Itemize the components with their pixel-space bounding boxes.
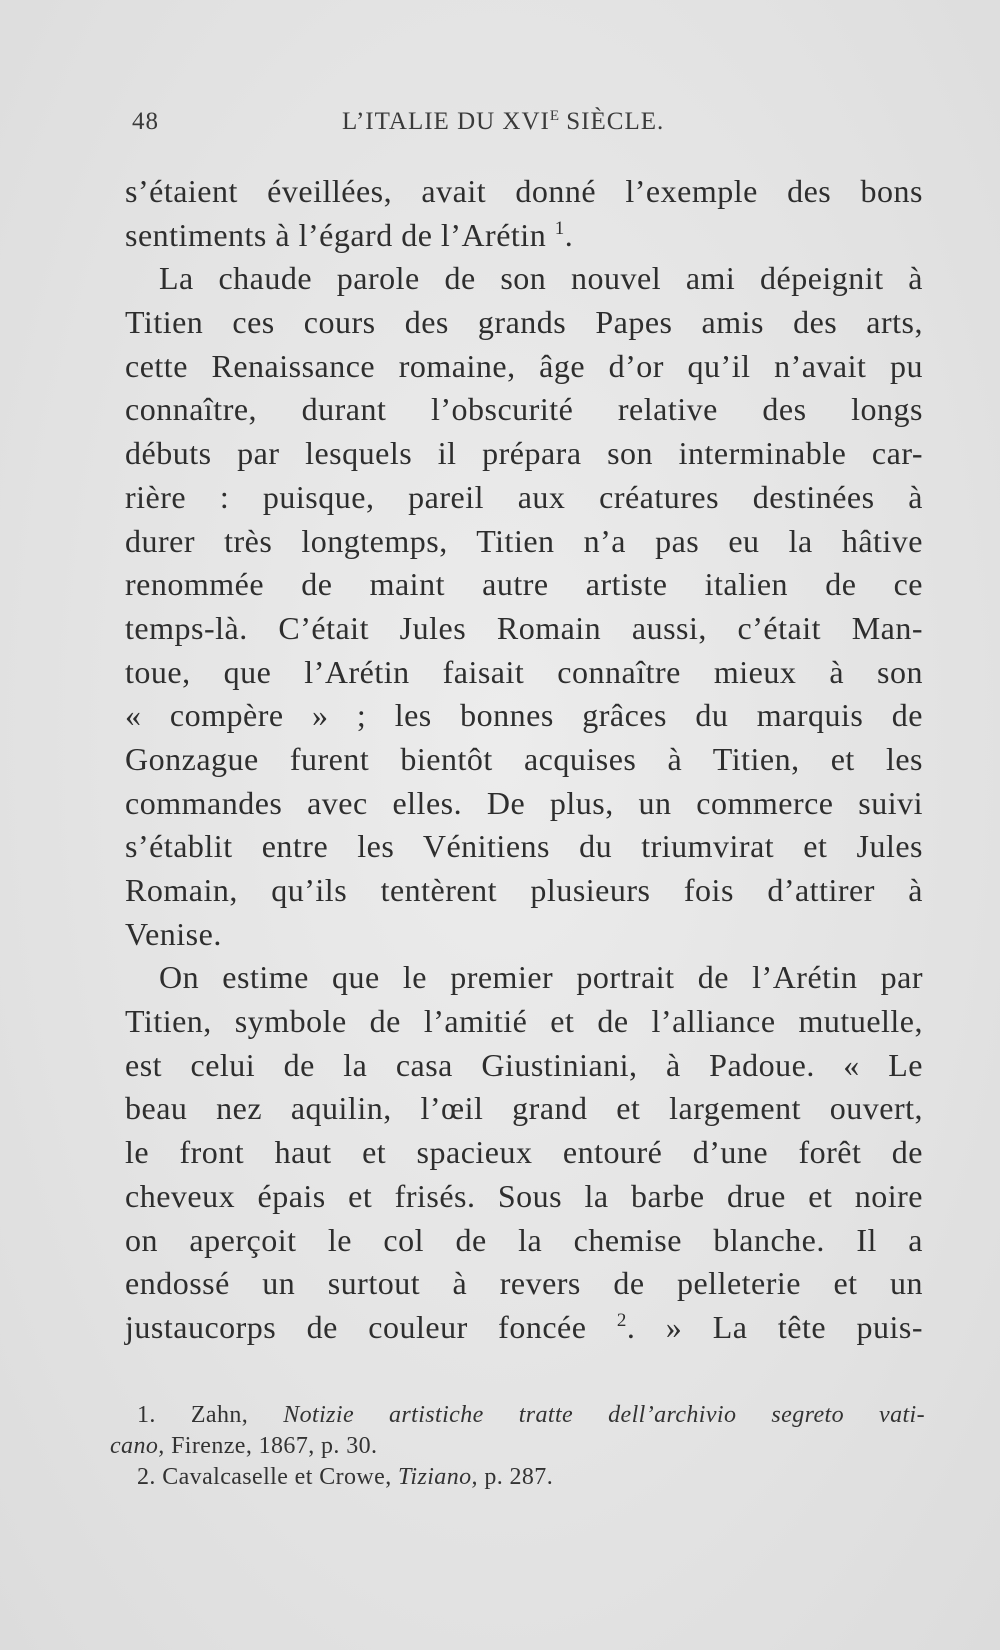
footnote-title: Tiziano, [398, 1464, 478, 1490]
text-line [125, 1000, 923, 1044]
text-line-content: connaître, durant l’obscurité relative des longs [125, 391, 923, 428]
footnotes [110, 1400, 925, 1493]
text-line-content: Titien, symbole de l’amitié et de l’alliance mutuelle, [125, 1003, 923, 1040]
text-line [125, 214, 923, 258]
page-number: 48 [132, 108, 159, 135]
running-title [342, 108, 664, 136]
footnote-1 [110, 1400, 925, 1431]
text-line [125, 1131, 923, 1175]
text-line [125, 345, 923, 389]
text-line-content: rière : puisque, pareil aux créatures destinées à [125, 478, 923, 515]
running-title-superscript: E [549, 108, 560, 124]
footnote-reference: p. 287. [484, 1464, 554, 1490]
text-line-content: Romain, qu’ils tentèrent plusieurs fois d’attirer à [125, 872, 923, 908]
text-line [125, 913, 923, 957]
text-line [125, 1219, 923, 1263]
footnote-ref-2: 2 [616, 1309, 627, 1331]
text-line-content: sentiments à l’égard de l’Arétin [125, 216, 555, 253]
text-line-content: s’établit entre les Vénitiens du triumvirat et Jules [125, 828, 923, 865]
text-line-content: Gonzague furent bientôt acquises à Titien, et les [125, 740, 923, 777]
text-line [125, 563, 923, 607]
text-line [125, 782, 923, 826]
text-line [125, 825, 923, 869]
text-line-content: La chaude parole de son nouvel ami dépeignit à [159, 260, 923, 297]
running-title-main: L’ITALIE DU XVI [342, 108, 550, 135]
running-title-end: SIÈCLE. [559, 108, 665, 135]
text-line-content: s’étaient éveillées, avait donné l’exemple des bons [125, 173, 923, 209]
text-line-content: cette Renaissance romaine, âge d’or qu’il n’avait pu [125, 347, 923, 384]
text-line-content: Venise. [125, 915, 222, 952]
body-text [125, 170, 923, 1350]
footnote-author: Cavalcaselle et Crowe, [162, 1464, 392, 1490]
text-line [125, 694, 923, 738]
footnote-reference: Firenze, 1867, p. 30. [171, 1433, 378, 1459]
footnote-title: cano, [110, 1433, 165, 1459]
footnote-author: Zahn, [190, 1402, 249, 1428]
text-line [125, 301, 923, 345]
text-line [125, 869, 923, 913]
text-line [125, 476, 923, 520]
footnote-number: 1. [137, 1402, 156, 1428]
footnote-ref-1: 1 [554, 217, 565, 239]
text-line-content: toue, que l’Arétin faisait connaître mieux à son [125, 653, 923, 690]
text-line-content: On estime que le premier portrait de l’Arétin par [159, 959, 923, 996]
footnote-2 [110, 1462, 925, 1493]
text-line [125, 738, 923, 782]
text-line [125, 1087, 923, 1131]
text-line-content: beau nez aquilin, l’œil grand et largement ouvert, [125, 1090, 923, 1127]
text-line-content: . » La tête puis- [626, 1308, 924, 1345]
text-line-content: cheveux épais et frisés. Sous la barbe drue et noire [125, 1177, 923, 1214]
text-line-content: le front haut et spacieux entouré d’une forêt de [125, 1134, 923, 1171]
text-line-content: Titien ces cours des grands Papes amis des arts, [125, 304, 923, 341]
text-line-content: est celui de la casa Giustiniani, à Padoue. « Le [125, 1046, 923, 1083]
text-line-content: renommée de maint autre artiste italien de ce [125, 566, 923, 603]
text-line-content: justaucorps de couleur foncée [125, 1308, 617, 1345]
text-line [125, 1044, 923, 1088]
footnote-1-continued [110, 1431, 925, 1462]
text-line-content: on aperçoit le col de la chemise blanche. Il a [125, 1221, 923, 1258]
text-line-content: endossé un surtout à revers de pelleterie et un [125, 1265, 923, 1302]
text-line [125, 1306, 923, 1350]
text-line-content: temps-là. C’était Jules Romain aussi, c’était Man- [125, 609, 923, 646]
text-line [125, 651, 923, 695]
text-line [125, 1262, 923, 1306]
running-head [132, 108, 732, 142]
footnote-number: 2. [137, 1464, 156, 1490]
text-line-content: débuts par lesquels il prépara son interminable car- [125, 435, 923, 472]
text-line [125, 388, 923, 432]
paragraph-start-line [125, 257, 923, 301]
text-line-content: « compère » ; les bonnes grâces du marquis de [125, 697, 923, 734]
text-line [125, 520, 923, 564]
text-line [125, 170, 923, 214]
text-line [125, 607, 923, 651]
footnote-title: Notizie artistiche tratte dell’archivio segreto vati- [283, 1402, 925, 1428]
text-line [125, 432, 923, 476]
paragraph-start-line [125, 956, 923, 1000]
text-line-content: . [564, 216, 574, 253]
text-line-content: commandes avec elles. De plus, un commerce suivi [125, 784, 923, 821]
text-line [125, 1175, 923, 1219]
text-line-content: durer très longtemps, Titien n’a pas eu la hâtive [125, 522, 923, 559]
